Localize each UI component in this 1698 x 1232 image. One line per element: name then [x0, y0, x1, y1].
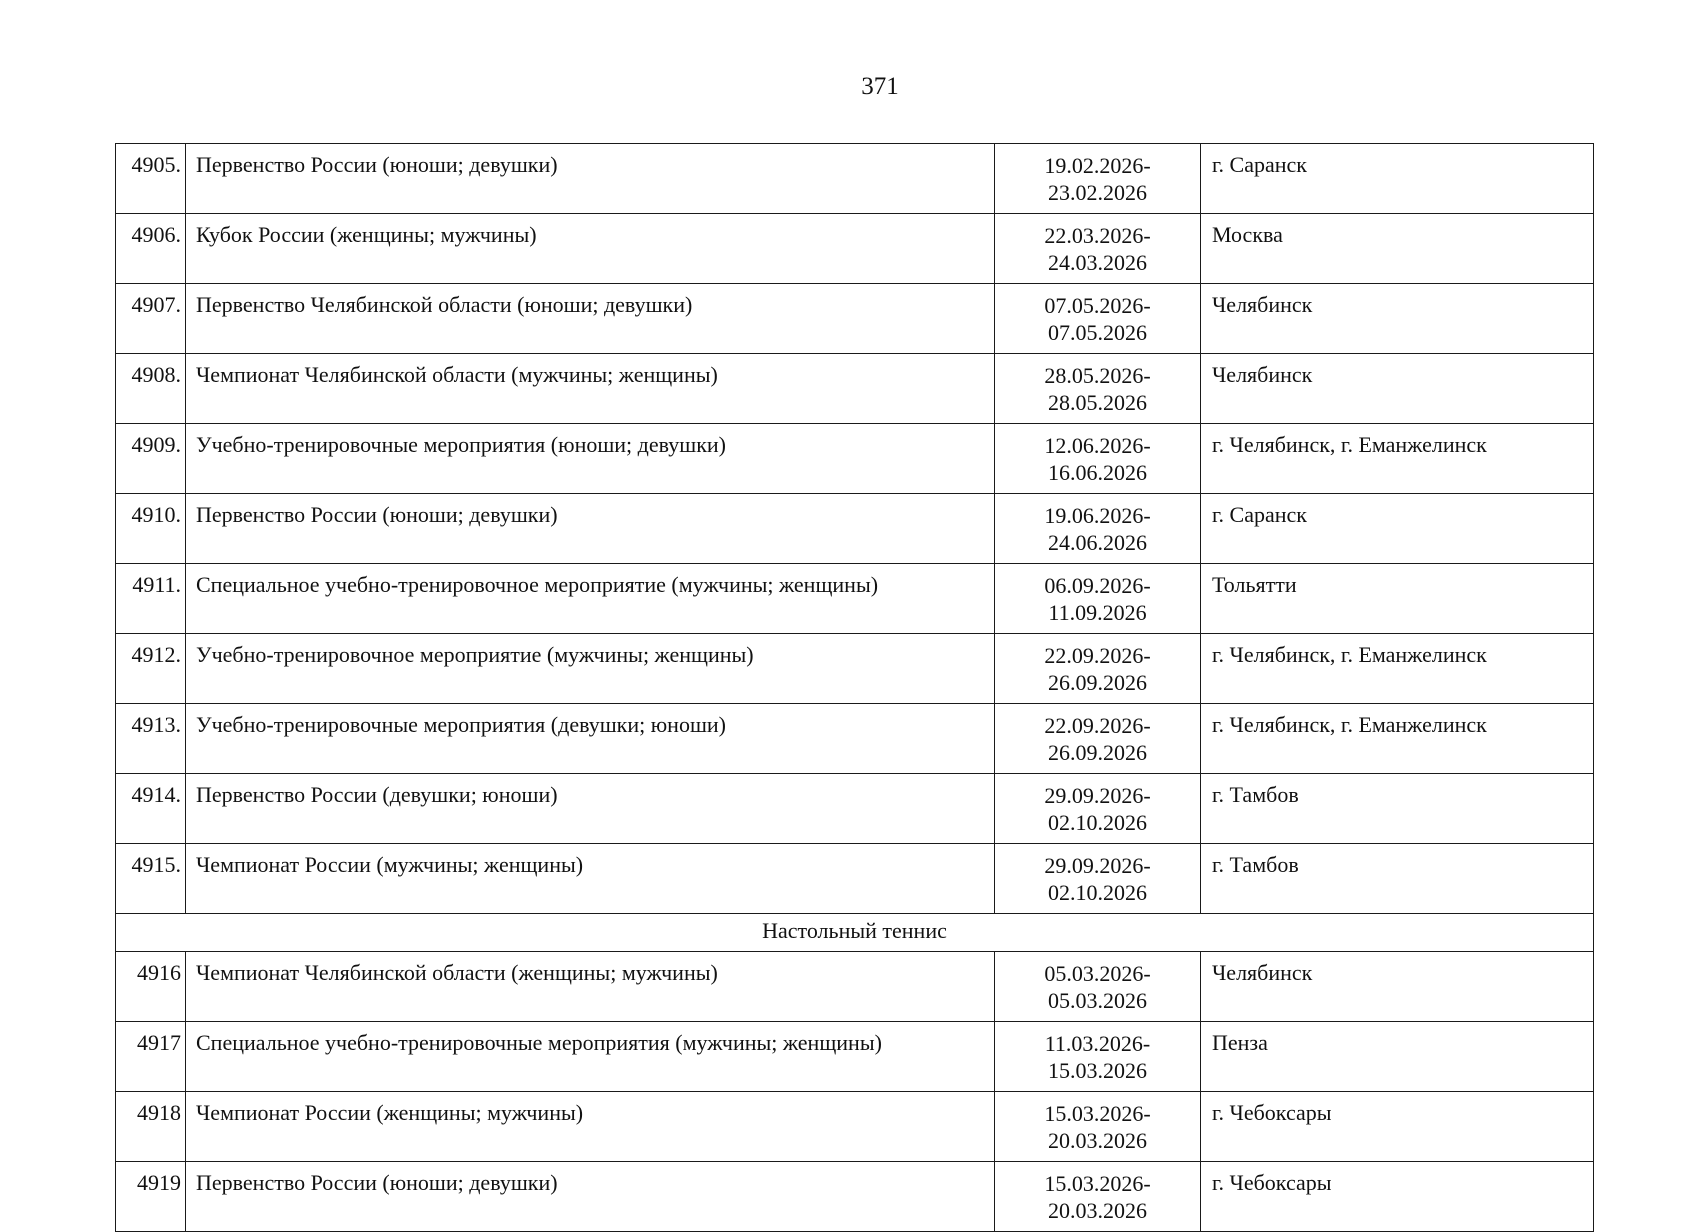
date-from: 07.05.2026- — [1044, 293, 1151, 318]
table-row — [116, 354, 1594, 424]
date-to: 26.09.2026 — [1048, 670, 1147, 695]
event-place: г. Тамбов — [1201, 774, 1594, 844]
row-number: 4910. — [116, 494, 186, 564]
date-from: 12.06.2026- — [1044, 433, 1151, 458]
event-place: Челябинск — [1201, 354, 1594, 424]
row-number: 4911. — [116, 564, 186, 634]
event-place: г. Челябинск, г. Еманжелинск — [1201, 424, 1594, 494]
date-from: 29.09.2026- — [1044, 853, 1151, 878]
event-place: г. Челябинск, г. Еманжелинск — [1201, 704, 1594, 774]
date-to: 11.09.2026 — [1048, 600, 1147, 625]
event-dates — [995, 284, 1201, 354]
event-place: г. Чебоксары — [1201, 1162, 1594, 1232]
date-to: 02.10.2026 — [1048, 810, 1147, 835]
section-row — [116, 914, 1594, 952]
event-dates — [995, 844, 1201, 914]
date-from: 15.03.2026- — [1044, 1101, 1151, 1126]
event-name: Чемпионат России (мужчины; женщины) — [186, 844, 995, 914]
event-name: Первенство России (юноши; девушки) — [186, 494, 995, 564]
row-number: 4905. — [116, 144, 186, 214]
date-from: 05.03.2026- — [1044, 961, 1151, 986]
row-number: 4906. — [116, 214, 186, 284]
event-place: г. Саранск — [1201, 144, 1594, 214]
event-name: Учебно-тренировочное мероприятие (мужчины; женщины) — [186, 634, 995, 704]
date-to: 20.03.2026 — [1048, 1128, 1147, 1153]
event-place: Тольятти — [1201, 564, 1594, 634]
row-number: 4916 — [116, 952, 186, 1022]
date-to: 15.03.2026 — [1048, 1058, 1147, 1083]
table-row — [116, 564, 1594, 634]
event-place: Челябинск — [1201, 284, 1594, 354]
event-place: Москва — [1201, 214, 1594, 284]
event-place: Пенза — [1201, 1022, 1594, 1092]
event-dates — [995, 704, 1201, 774]
event-name: Первенство России (юноши; девушки) — [186, 144, 995, 214]
date-from: 19.02.2026- — [1044, 153, 1151, 178]
event-place: г. Чебоксары — [1201, 1092, 1594, 1162]
date-to: 16.06.2026 — [1048, 460, 1147, 485]
event-name: Учебно-тренировочные мероприятия (девушки; юноши) — [186, 704, 995, 774]
date-to: 28.05.2026 — [1048, 390, 1147, 415]
date-from: 19.06.2026- — [1044, 503, 1151, 528]
event-name: Первенство России (девушки; юноши) — [186, 774, 995, 844]
event-name: Первенство России (юноши; девушки) — [186, 1162, 995, 1232]
table-row — [116, 952, 1594, 1022]
row-number: 4914. — [116, 774, 186, 844]
date-from: 15.03.2026- — [1044, 1171, 1151, 1196]
table-row — [116, 424, 1594, 494]
event-dates — [995, 1162, 1201, 1232]
date-to: 26.09.2026 — [1048, 740, 1147, 765]
event-name: Чемпионат Челябинской области (женщины; мужчины) — [186, 952, 995, 1022]
date-from: 11.03.2026- — [1044, 1031, 1151, 1056]
event-place: Челябинск — [1201, 952, 1594, 1022]
table-row — [116, 844, 1594, 914]
date-to: 02.10.2026 — [1048, 880, 1147, 905]
date-to: 20.03.2026 — [1048, 1198, 1147, 1223]
event-place: г. Челябинск, г. Еманжелинск — [1201, 634, 1594, 704]
event-dates — [995, 144, 1201, 214]
table-row — [116, 214, 1594, 284]
event-name: Учебно-тренировочные мероприятия (юноши; девушки) — [186, 424, 995, 494]
table-row — [116, 1162, 1594, 1232]
date-from: 06.09.2026- — [1044, 573, 1151, 598]
table-row — [116, 494, 1594, 564]
page-number: 371 — [861, 73, 899, 100]
event-dates — [995, 1022, 1201, 1092]
event-dates — [995, 354, 1201, 424]
row-number: 4917 — [116, 1022, 186, 1092]
date-to: 23.02.2026 — [1048, 180, 1147, 205]
row-number: 4913. — [116, 704, 186, 774]
event-dates — [995, 1092, 1201, 1162]
table-row — [116, 704, 1594, 774]
event-name: Кубок России (женщины; мужчины) — [186, 214, 995, 284]
date-from: 28.05.2026- — [1044, 363, 1151, 388]
event-dates — [995, 494, 1201, 564]
event-dates — [995, 952, 1201, 1022]
event-place: г. Саранск — [1201, 494, 1594, 564]
row-number: 4919 — [116, 1162, 186, 1232]
event-dates — [995, 214, 1201, 284]
date-from: 22.09.2026- — [1044, 713, 1151, 738]
event-place: г. Тамбов — [1201, 844, 1594, 914]
events-table — [115, 143, 1594, 1232]
row-number: 4907. — [116, 284, 186, 354]
row-number: 4912. — [116, 634, 186, 704]
event-name: Первенство Челябинской области (юноши; девушки) — [186, 284, 995, 354]
date-to: 24.03.2026 — [1048, 250, 1147, 275]
table-row — [116, 144, 1594, 214]
date-from: 29.09.2026- — [1044, 783, 1151, 808]
table-row — [116, 1022, 1594, 1092]
event-name: Специальное учебно-тренировочные мероприятия (мужчины; женщины) — [186, 1022, 995, 1092]
table-row — [116, 774, 1594, 844]
date-from: 22.03.2026- — [1044, 223, 1151, 248]
event-dates — [995, 634, 1201, 704]
row-number: 4908. — [116, 354, 186, 424]
row-number: 4915. — [116, 844, 186, 914]
row-number: 4909. — [116, 424, 186, 494]
event-name: Чемпионат Челябинской области (мужчины; женщины) — [186, 354, 995, 424]
date-to: 24.06.2026 — [1048, 530, 1147, 555]
section-title: Настольный теннис — [116, 914, 1594, 952]
event-dates — [995, 774, 1201, 844]
row-number: 4918 — [116, 1092, 186, 1162]
date-to: 07.05.2026 — [1048, 320, 1147, 345]
event-dates — [995, 424, 1201, 494]
table-row — [116, 634, 1594, 704]
table-row — [116, 284, 1594, 354]
event-name: Чемпионат России (женщины; мужчины) — [186, 1092, 995, 1162]
event-name: Специальное учебно-тренировочное мероприятие (мужчины; женщины) — [186, 564, 995, 634]
date-to: 05.03.2026 — [1048, 988, 1147, 1013]
date-from: 22.09.2026- — [1044, 643, 1151, 668]
table-row — [116, 1092, 1594, 1162]
event-dates — [995, 564, 1201, 634]
